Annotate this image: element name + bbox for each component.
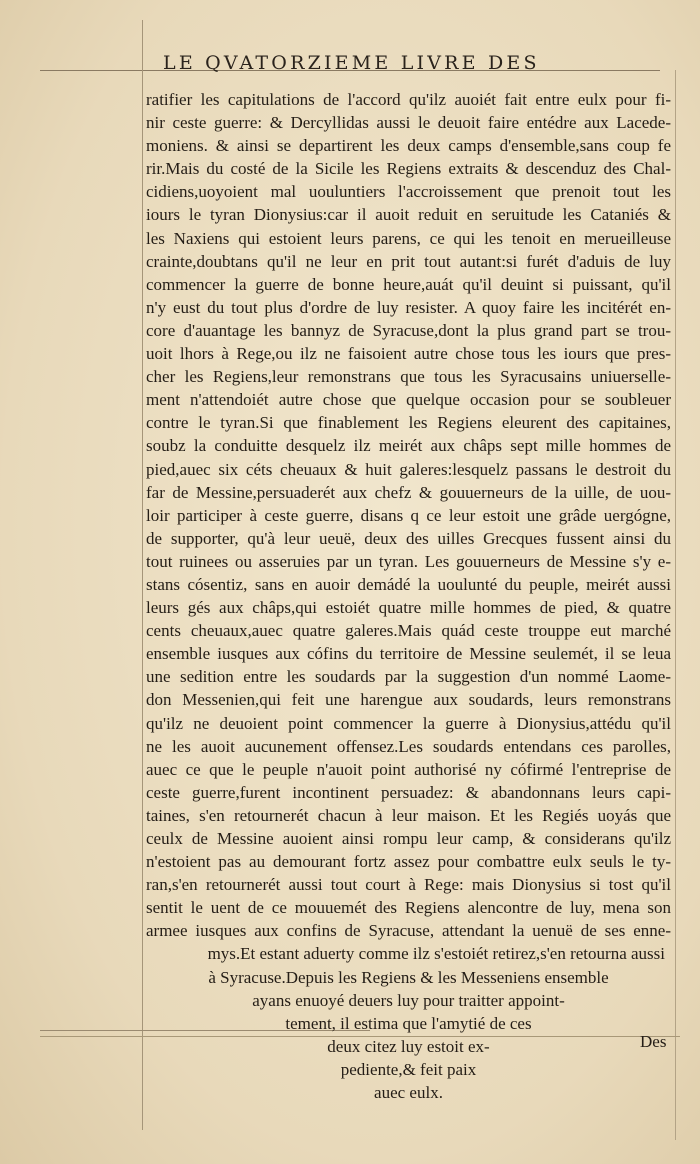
text-line: crainte,doubtans qu'il ne leur en prit tout autant:si furét d'aduis de luy: [146, 251, 671, 271]
text-line: auec eulx.: [374, 1083, 443, 1103]
left-margin-rule: [142, 20, 143, 1130]
text-line: qu'ilz ne deuoient point commencer la guerre à Dionysius,attédu qu'il: [146, 713, 671, 733]
text-line: ensemble iusques aux cófins du territoire de Messine seulemét, il se leua: [146, 644, 671, 664]
text-line: ceulx de Messine auoient ainsi rompu leur camp, & considerans qu'ilz: [146, 829, 671, 848]
text-line: une sedition entre les soudards par la suggestion d'un nommé Laome-: [146, 667, 671, 687]
text-line: commencer la guerre de bonne heure,auát qu'il deuint si puissant, qu'il: [146, 274, 671, 294]
text-line: iours le tyran Dionysius:car il auoit reduit en seruitude les Cataniés &: [146, 205, 671, 225]
text-line: cher les Regiens,leur remonstrans que tous les Syracusains uniuerselle-: [146, 367, 671, 387]
text-line: moniens. & ainsi se departirent les deux camps d'ensemble,sans coup fe: [146, 136, 671, 156]
text-line: pied,auec six céts cheuaux & huit galeres:lesquelz passans le destroit du: [146, 459, 671, 479]
text-line: armee iusques aux confins de Syracuse, attendant la uenuë de ses enne-: [146, 921, 671, 941]
text-line: ayans enuoyé deuers luy pour traitter appoint-: [252, 990, 565, 1010]
text-line: auec ce que le peuple n'auoit point authorisé ny cófirmé l'entreprise de: [146, 759, 671, 779]
text-line: ceste guerre,furent incontinent persuadez: & abandonnans leurs capi-: [146, 782, 671, 802]
text-line: far de Messine,persuaderét aux chefz & gouuerneurs de la uille, de uou-: [146, 482, 671, 502]
text-line: taines, s'en retournerét chacun à leur maison. Et les Regiés uoyás que: [146, 805, 671, 825]
text-line: de supporter, qu'à leur ueuë, deux des uilles Grecques fussent ainsi du: [146, 528, 671, 548]
text-line: tement, il estima que l'amytié de ces: [285, 1013, 532, 1033]
text-line: ratifier les capitulations de l'accord qu'ilz auoiét fait entre eulx pour fi-: [146, 90, 671, 109]
body-text: [146, 88, 671, 1104]
text-line: leurs gés aux châps,qui estoiét quatre mille hommes de pied, & quatre: [146, 598, 671, 618]
running-head: LE QVATORZIEME LIVRE DES: [163, 52, 540, 74]
text-line: cents cheuaux,auec quatre galeres.Mais quád ceste trouppe eut marché: [146, 621, 671, 641]
text-line: rir.Mais du costé de la Sicile les Regiens extraits & descenduz des Chal-: [146, 159, 671, 179]
text-line: cidiens,uoyoient mal uouluntiers l'accroissement que prenoit tout les: [146, 182, 671, 202]
text-line: nir ceste guerre: & Dercyllidas aussi le deuoit faire entédre aux Lacede-: [146, 113, 671, 133]
text-line: n'estoient pas au demourant fortz assez pour combattre eulx seuls le ty-: [146, 852, 671, 872]
text-line: don Messenien,qui feit une harengue aux soudards, leurs remonstrans: [146, 690, 671, 710]
text-line: tout ruinees ou asseruies par un tyran. Les gouuerneurs de Messine s'y e-: [146, 551, 671, 571]
text-line: stans cósentiz, sans en auoir demádé la uoulunté du peuple, meirét aussi: [146, 574, 671, 594]
text-line: loir participer à ceste guerre, disans q ce leur estoit une grâde uergógne,: [146, 505, 671, 525]
text-line: soubz la conduitte desquelz ilz meirét aux châps sept mille hommes de: [146, 436, 671, 456]
right-margin-rule: [675, 70, 676, 1140]
text-line: contre le tyran.Si que finablement les Regiens eleurent des capitaines,: [146, 413, 671, 433]
text-line: sentit le uent de ce mouuemét des Regiens alencontre de luy, mena son: [146, 898, 671, 918]
text-line: mys.Et estant aduerty comme ilz s'estoiét retirez,s'en retourna aussi: [207, 944, 665, 964]
text-line: les Naxiens qui estoient leurs parens, ce qui les tenoit en merueilleuse: [146, 228, 671, 248]
catchword: Des: [640, 1032, 667, 1051]
text-line: n'y eust du tout plus d'ordre de luy resister. A quoy faire les incitérét en-: [146, 297, 671, 317]
text-line: à Syracuse.Depuis les Regiens & les Messeniens ensemble: [208, 967, 609, 987]
text-line: deux citez luy estoit ex-: [327, 1036, 490, 1056]
text-line: ran,s'en retournerét aussi tout court à Rege: mais Dionysius si tost qu'il: [146, 875, 671, 895]
text-line: pediente,& feit paix: [340, 1059, 477, 1079]
text-line: ment n'attendoiét autre chose que quelque occasion pour se soubleuer: [146, 390, 671, 410]
text-line: ne les auoit aucunement offensez.Les soudards entendans ces parolles,: [146, 736, 671, 756]
text-line: core d'auantage les bannyz de Syracuse,dont la plus grand part se trou-: [146, 320, 671, 340]
text-line: uoit lhors à Rege,ou ilz ne faisoient autre chose tous les iours que pres-: [146, 344, 671, 364]
